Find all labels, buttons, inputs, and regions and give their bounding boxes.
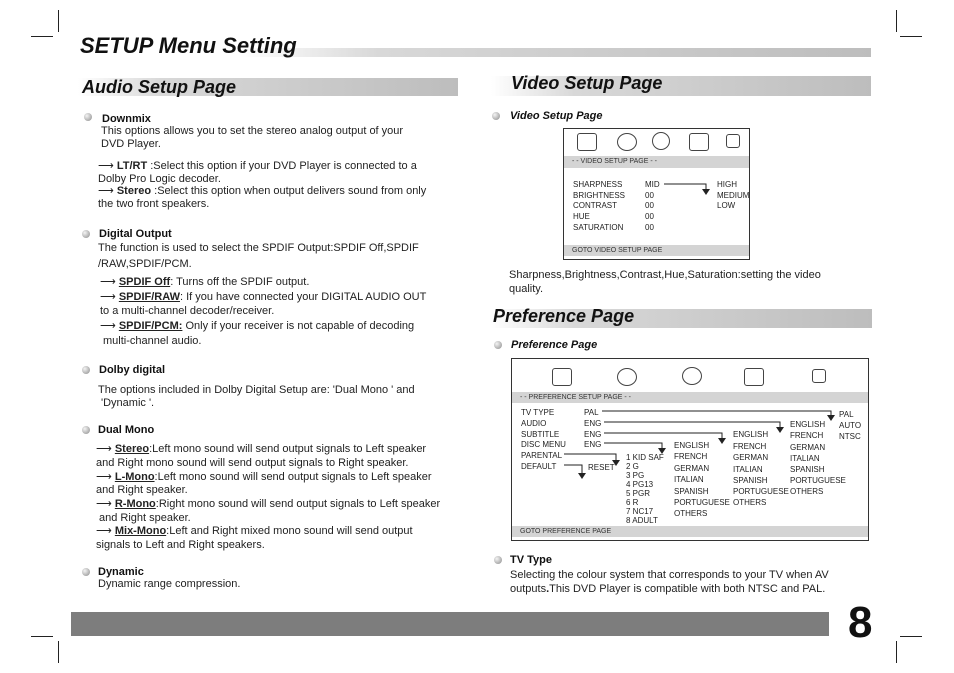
dual-stereo-text-2: and Right mono sound will send output signals to Right speaker. [96,457,409,469]
mix-mono-text-2: signals to Left and Right speakers. [96,539,265,551]
mix-mono-line [96,524,413,538]
pref-row-label: SUBTITLE [521,430,560,439]
pref-connector-arrows [512,359,868,540]
tv-type-heading: TV Type [510,554,552,566]
audio-lang: ITALIAN [790,454,820,463]
rmono-text-2: and Right speaker. [99,512,191,524]
dolby-heading: Dolby digital [99,364,165,376]
pref-row-label: TV TYPE [521,408,555,417]
downmix-text-2: DVD Player. [101,138,161,150]
parental-level: 3 PG [626,471,645,480]
crop-mark [896,10,897,32]
dual-mono-heading: Dual Mono [98,424,155,436]
stereo-text: :Select this option when output delivers sound from only [151,185,427,197]
pref-row-label: DISC MENU [521,440,566,449]
tv-type-text-1: Selecting the colour system that corresponds to your TV when AV [510,569,829,581]
lmono-line [96,470,432,484]
dolby-text-2: 'Dynamic '. [101,397,155,409]
arrow-icon: ⟶ [100,291,116,303]
pref-row-value: PAL [584,408,599,417]
audio-lang: PORTUGUESE [790,476,846,485]
bullet-icon [494,556,502,564]
page-number: 8 [848,598,873,647]
video-connector-arrow [564,129,749,259]
tv-type-text-2b: . [546,583,550,595]
tv-type-option: NTSC [839,432,861,441]
parental-level: 6 R [626,498,639,507]
video-row-label: BRIGHTNESS [573,191,626,200]
subtitle-lang: GERMAN [733,453,769,462]
pref-row-value: ENG [584,419,602,428]
pref-row-value: ENG [584,440,602,449]
arrow-icon: ⟶ [96,525,112,537]
subtitle-lang: OTHERS [733,498,767,507]
video-row-value: 00 [645,201,654,210]
stereo-label: Stereo [116,185,152,197]
crop-mark [900,636,922,637]
arrow-icon: ⟶ [96,443,112,455]
bullet-icon [492,112,500,120]
spdif-off-label: SPDIF Off [118,276,171,288]
title-band [240,48,871,57]
dual-stereo-line [96,442,426,456]
pref-row-value: ENG [584,430,602,439]
video-row-value: 00 [645,191,654,200]
video-desc-2: quality. [509,283,544,295]
stereo-text-2: the two front speakers. [98,198,210,210]
video-osd-footer: GOTO VIDEO SETUP PAGE [564,245,749,256]
ltrt-label: LT/RT [116,160,148,172]
dual-stereo-label: Stereo [114,443,150,455]
video-row-label: CONTRAST [573,201,617,210]
spdif-pcm-label: SPDIF/PCM: [118,320,183,332]
arrow-icon: ⟶ [100,276,116,288]
parental-level: 8 ADULT [626,516,658,525]
disc-lang: ITALIAN [674,475,704,484]
spdif-pcm-text: Only if your receiver is not capable of decoding [182,320,415,332]
crop-mark [58,10,59,32]
pref-row-label: PARENTAL [521,451,563,460]
page-title: SETUP Menu Setting [80,33,297,58]
subtitle-lang: FRENCH [733,442,767,451]
ltrt-text-2: Dolby Pro Logic decoder. [98,173,221,185]
arrow-icon: ⟶ [96,471,112,483]
pref-osd-header: - - PREFERENCE SETUP PAGE - - [512,392,868,403]
lmono-text-2: and Right speaker. [96,484,188,496]
subtitle-lang: ITALIAN [733,465,763,474]
video-row-value: 00 [645,223,654,232]
parental-level: 2 G [626,462,639,471]
bullet-icon [494,341,502,349]
subtitle-lang: PORTUGUESE [733,487,789,496]
tv-type-option: AUTO [839,421,862,430]
crop-mark [31,36,53,37]
spdif-pcm-text-2: multi-channel audio. [103,335,202,347]
video-osd-header: - - VIDEO SETUP PAGE - - [564,156,749,168]
video-osd-screen [563,128,750,260]
dynamic-text: Dynamic range compression. [98,578,241,590]
video-row-value: MID [645,180,660,189]
spdif-off-line [100,275,309,289]
video-option: LOW [717,201,736,210]
arrow-icon: ⟶ [98,185,114,197]
mix-mono-label: Mix-Mono [114,525,167,537]
stereo-line [98,184,426,198]
downmix-heading: Downmix [102,113,151,125]
disc-lang: PORTUGUESE [674,498,730,507]
audio-lang: SPANISH [790,465,825,474]
tv-type-text-2 [510,582,825,596]
disc-lang: OTHERS [674,509,708,518]
ltrt-text: :Select this option if your DVD Player is connected to a [147,160,417,172]
footer-bar [71,612,829,636]
lmono-text: :Left mono sound will send output signals to Left speaker [154,471,432,483]
pref-reset: RESET [588,463,615,472]
rmono-text: :Right mono sound will send output signals to Left speaker [155,498,441,510]
video-row-label: SHARPNESS [573,180,623,189]
tv-type-option: PAL [839,410,854,419]
bullet-icon [82,366,90,374]
bullet-icon [84,113,92,121]
crop-mark [900,36,922,37]
pref-caption: Preference Page [511,339,598,351]
spdif-raw-text: : If you have connected your DIGITAL AUDIO OUT [179,291,427,303]
bullet-icon [82,568,90,576]
subtitle-lang: ENGLISH [733,430,769,439]
tv-type-text-2a: outputs [510,583,547,595]
parental-level: 1 KID SAF [626,453,664,462]
disc-lang: ENGLISH [674,441,710,450]
crop-mark [896,641,897,663]
digital-heading: Digital Output [99,228,172,240]
spdif-raw-line [100,290,426,304]
disc-lang: GERMAN [674,464,710,473]
video-desc-1: Sharpness,Brightness,Contrast,Hue,Saturation:setting the video [509,269,821,281]
pref-row-label: AUDIO [521,419,547,428]
parental-level: 5 PGR [626,489,651,498]
bullet-icon [82,230,90,238]
audio-lang: GERMAN [790,443,826,452]
arrow-icon: ⟶ [96,498,112,510]
disc-lang: FRENCH [674,452,708,461]
arrow-icon: ⟶ [98,160,114,172]
video-row-value: 00 [645,212,654,221]
mix-mono-text: :Left and Right mixed mono sound will send output [166,525,413,537]
dolby-text-1: The options included in Dolby Digital Setup are: 'Dual Mono ' and [98,384,415,396]
spdif-raw-label: SPDIF/RAW [118,291,180,303]
rmono-label: R-Mono [114,498,156,510]
disc-lang: SPANISH [674,487,709,496]
video-option: MEDIUM [717,191,750,200]
video-section-title: Video Setup Page [511,73,663,93]
bullet-icon [82,426,90,434]
video-row-label: SATURATION [573,223,624,232]
video-option: HIGH [717,180,737,189]
spdif-pcm-line [100,319,414,333]
subtitle-lang: SPANISH [733,476,768,485]
digital-text-1: The function is used to select the SPDIF Output:SPDIF Off,SPDIF [98,242,419,254]
audio-lang: ENGLISH [790,420,826,429]
spdif-off-text: : Turns off the SPDIF output. [170,276,310,288]
audio-lang: OTHERS [790,487,824,496]
audio-lang: FRENCH [790,431,824,440]
video-row-label: HUE [573,212,590,221]
dynamic-heading: Dynamic [98,566,144,578]
audio-section-title: Audio Setup Page [82,77,237,97]
tv-type-text-2c: This DVD Player is compatible with both NTSC and PAL. [549,583,826,595]
downmix-text-1: This options allows you to set the stereo analog output of your [101,125,404,137]
pref-row-label: DEFAULT [521,462,557,471]
crop-mark [31,636,53,637]
digital-text-2: /RAW,SPDIF/PCM. [98,258,192,270]
spdif-raw-text-2: to a multi-channel decoder/receiver. [100,305,275,317]
pref-osd-screen [511,358,869,541]
dual-stereo-text: :Left mono sound will send output signals to Left speaker [149,443,427,455]
pref-section-title: Preference Page [493,306,635,326]
video-caption: Video Setup Page [510,110,603,122]
rmono-line [96,497,440,511]
arrow-icon: ⟶ [100,320,116,332]
ltrt-line [98,159,417,173]
pref-osd-footer: GOTO PREFERENCE PAGE [512,526,868,537]
parental-level: 4 PG13 [626,480,654,489]
lmono-label: L-Mono [114,471,155,483]
crop-mark [58,641,59,663]
parental-level: 7 NC17 [626,507,654,516]
